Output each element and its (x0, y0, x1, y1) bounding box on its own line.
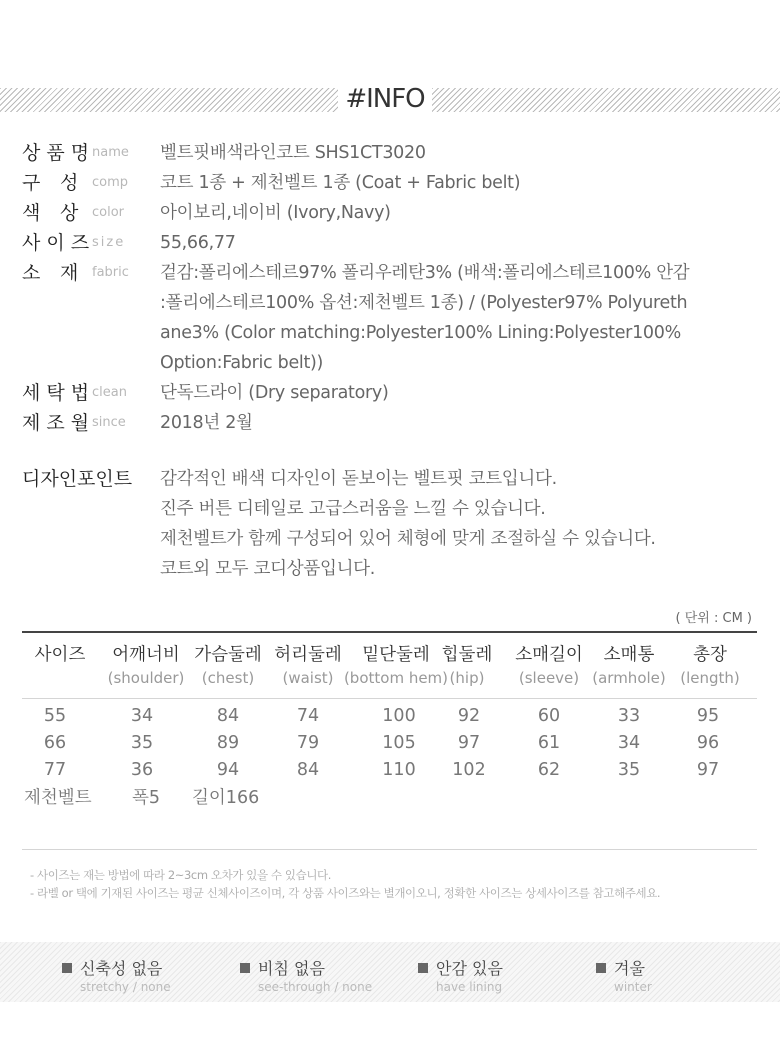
table-cell: 94 (216, 760, 240, 780)
spec-label-en: size (92, 235, 126, 250)
header-ko: 총장 (693, 645, 727, 665)
table-cell: 55 (43, 706, 67, 726)
spec-row-comp (22, 168, 762, 198)
header-ko: 어깨너비 (112, 645, 180, 665)
feature-label (596, 956, 652, 979)
spec-label-en: fabric (92, 265, 129, 280)
feature-label (418, 956, 503, 979)
feature-label (240, 956, 372, 979)
feature-label (62, 956, 171, 979)
spec-label-empty (22, 288, 92, 318)
design-point-line: 제천벨트가 함께 구성되어 있어 체형에 맞게 조절하실 수 있습니다. (160, 529, 656, 549)
header-length (674, 643, 746, 689)
header-en: (chest) (201, 669, 255, 687)
header-en: (hip) (449, 669, 485, 687)
header-en: (shoulder) (107, 669, 185, 687)
header-chest (188, 643, 268, 689)
belt-length: 길이166 (192, 788, 260, 808)
spec-label-en: clean (92, 385, 127, 400)
table-cell: 110 (382, 760, 416, 780)
spec-label: 소 재 (22, 258, 92, 288)
feature-lining (418, 956, 503, 995)
header-ko: 사이즈 (34, 645, 86, 665)
feature-en: have lining (436, 980, 503, 994)
table-cell: 96 (696, 733, 720, 753)
header-en: (waist) (282, 669, 334, 687)
header-en: (bottom hem) (343, 669, 449, 687)
spec-label-en-empty (92, 348, 160, 378)
spec-label: 사 이 즈 (22, 232, 90, 254)
feature-band (0, 942, 780, 1002)
table-cell: 35 (617, 760, 641, 780)
header-en: (length) (680, 669, 740, 687)
label-char: 구 (22, 172, 41, 194)
header-waist (268, 643, 348, 689)
square-bullet-icon (596, 963, 606, 973)
spec-label: 상 품 명 (22, 142, 90, 164)
spec-value: 2018년 2월 (160, 413, 253, 433)
spec-label: 색 상 (22, 198, 92, 228)
feature-ko: 신축성 없음 (80, 959, 163, 978)
spec-row-clean (22, 378, 762, 408)
feature-en: stretchy / none (80, 980, 171, 994)
design-point (22, 464, 762, 584)
design-point-label: 디자인포인트 (22, 468, 133, 490)
header-ko: 소매통 (603, 645, 655, 665)
header-ko: 허리둘레 (274, 645, 342, 665)
design-point-line: 코트외 모두 코디상품입니다. (160, 559, 376, 579)
table-cell: 84 (296, 760, 320, 780)
spec-value: 코트 1종 + 제천벨트 1종 (Coat + Fabric belt) (160, 173, 521, 193)
spec-value: ane3% (Color matching:Polyester100% Lining:Polyester100% (160, 323, 681, 343)
feature-en: see-through / none (258, 980, 373, 994)
table-cell: 62 (537, 760, 561, 780)
header-sleeve (510, 643, 588, 689)
spec-row-fabric-cont (22, 348, 762, 378)
table-cell: 74 (296, 706, 320, 726)
square-bullet-icon (62, 963, 72, 973)
square-bullet-icon (418, 963, 428, 973)
size-table (22, 631, 757, 850)
table-cell: 97 (457, 733, 481, 753)
spec-value: :폴리에스테르100% 옵션:제천벨트 1종) / (Polyester97% Polyureth (160, 293, 688, 313)
spec-label: 구 성 (22, 168, 92, 198)
spec-label-en: color (92, 205, 125, 220)
spec-label: 제 조 월 (22, 412, 90, 434)
table-cell: 89 (216, 733, 240, 753)
note-line: - 사이즈는 재는 방법에 따라 2~3cm 오차가 있을 수 있습니다. (30, 868, 331, 882)
design-point-line: 진주 버튼 디테일로 고급스러움을 느낄 수 있습니다. (160, 499, 546, 519)
spec-row-since (22, 408, 762, 438)
square-bullet-icon (240, 963, 250, 973)
spec-value: 단독드라이 (Dry separatory) (160, 383, 389, 403)
spec-row-fabric-cont (22, 318, 762, 348)
notes (30, 866, 660, 902)
spec-label-en: since (92, 415, 126, 430)
spec-list (22, 138, 762, 438)
spec-label-en-empty (92, 318, 160, 348)
table-cell: 34 (130, 706, 154, 726)
header-ko: 가슴둘레 (194, 645, 262, 665)
belt-label: 제천벨트 (24, 788, 92, 808)
feature-season (596, 956, 652, 995)
table-cell: 102 (452, 760, 486, 780)
belt-width: 폭5 (132, 788, 161, 808)
table-body (22, 699, 757, 850)
feature-stretch (62, 956, 171, 995)
label-char: 소 (22, 262, 41, 284)
info-header (0, 84, 780, 114)
spec-row-name (22, 138, 762, 168)
header-armhole (588, 643, 670, 689)
spec-label-empty (22, 348, 92, 378)
table-cell: 33 (617, 706, 641, 726)
spec-label-en: name (92, 145, 129, 160)
spec-label: 세 탁 법 (22, 382, 90, 404)
spec-row-fabric-cont (22, 288, 762, 318)
feature-ko: 비침 없음 (258, 959, 325, 978)
feature-ko: 겨울 (614, 959, 645, 978)
header-stripe-left (0, 88, 338, 112)
header-en: (armhole) (592, 669, 666, 687)
table-cell: 66 (43, 733, 67, 753)
spec-value: Option:Fabric belt)) (160, 353, 324, 373)
table-cell: 95 (696, 706, 720, 726)
spec-label-en: comp (92, 175, 129, 190)
header-ko: 밑단둘레 (362, 645, 430, 665)
spec-row-color (22, 198, 762, 228)
table-cell: 61 (537, 733, 561, 753)
header-ko: 힙둘레 (441, 645, 493, 665)
table-cell: 100 (382, 706, 416, 726)
table-cell: 84 (216, 706, 240, 726)
spec-row-fabric (22, 258, 762, 288)
header-ko: 소매길이 (515, 645, 583, 665)
table-cell: 36 (130, 760, 154, 780)
table-cell: 92 (457, 706, 481, 726)
spec-value: 벨트핏배색라인코트 SHS1CT3020 (160, 143, 426, 163)
design-point-lines (160, 464, 762, 584)
design-point-line: 감각적인 배색 디자인이 돋보이는 벨트핏 코트입니다. (160, 469, 557, 489)
table-cell: 34 (617, 733, 641, 753)
table-cell: 79 (296, 733, 320, 753)
header-stripe-right (432, 88, 780, 112)
table-cell: 77 (43, 760, 67, 780)
header-en: (sleeve) (518, 669, 580, 687)
header-hip (436, 643, 498, 689)
header-shoulder (104, 643, 188, 689)
table-cell: 35 (130, 733, 154, 753)
table-cell: 105 (382, 733, 416, 753)
spec-label-empty (22, 318, 92, 348)
feature-ko: 안감 있음 (436, 959, 503, 978)
spec-value: 아이보리,네이비 (Ivory,Navy) (160, 203, 391, 223)
spec-value: 55,66,77 (160, 233, 236, 253)
header-size (22, 643, 98, 667)
label-char: 색 (22, 202, 41, 224)
note-line: - 라벨 or 택에 기재된 사이즈는 평균 신체사이즈이며, 각 상품 사이즈와는 별개이오니, 정확한 사이즈는 상세사이즈를 참고해주세요. (30, 886, 661, 900)
table-cell: 60 (537, 706, 561, 726)
table-header (22, 633, 757, 699)
unit-label: ( 단위 : CM ) (675, 611, 752, 626)
feature-see-through (240, 956, 372, 995)
info-title: #INFO (345, 84, 425, 114)
spec-label-en-empty (92, 288, 160, 318)
spec-row-size (22, 228, 762, 258)
feature-en: winter (614, 980, 652, 994)
table-cell: 97 (696, 760, 720, 780)
spec-value: 겉감:폴리에스테르97% 폴리우레탄3% (배색:폴리에스테르100% 안감 (160, 263, 690, 283)
